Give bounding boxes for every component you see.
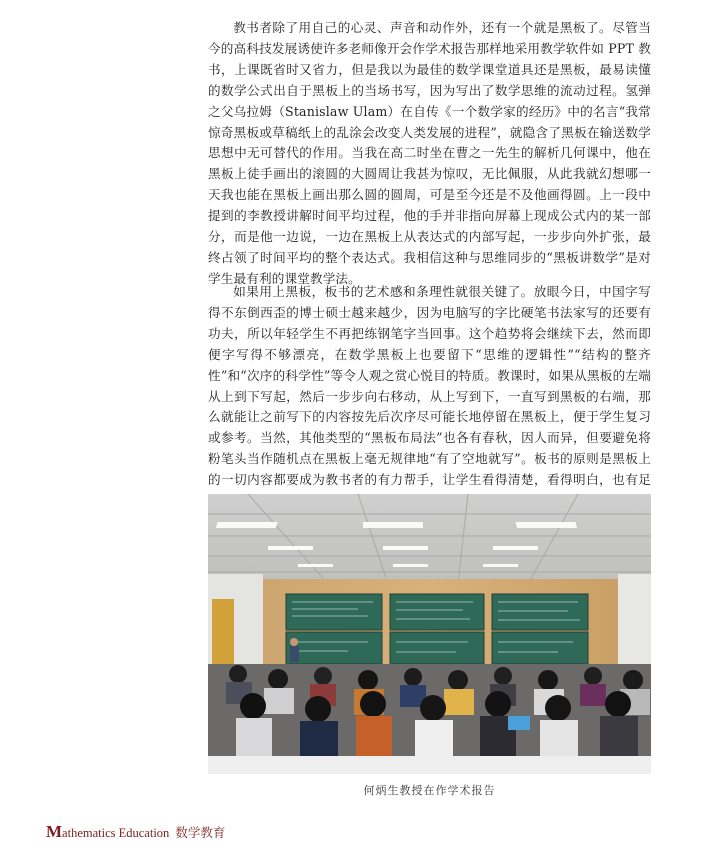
lecture-photo bbox=[208, 494, 651, 774]
footer-chinese: 数学教育 bbox=[175, 826, 226, 840]
photo-caption: 何炳生教授在作学术报告 bbox=[363, 784, 496, 797]
footer-english: athematics Education bbox=[62, 826, 170, 840]
journal-footer bbox=[46, 822, 225, 842]
footer-m: M bbox=[46, 822, 63, 841]
paragraph-1: 教书者除了用自己的心灵、声音和动作外，还有一个就是黑板了。尽管当今的高科技发展诱使许多老师像开会作学术报告那样地采用教学软件如 PPT 教书，上课既省时又省力，但是我以为最佳的数学课堂道具还是黑板，最易读懂的数学公式出自于黑板上的当场书写，因为写出了数学思维的流动过程。氢弹之父乌拉姆（Stanislaw Ulam）在自传《一个数学家的经历》中的名言“我常惊奇黑板或草稿纸上的乱涂会改变人类发展的进程”，就隐含了黑板在输送数学思想中无可替代的作用。当我在高二时坐在曹之一先生的解析几何课中，他在黑板上徒手画出的滚圆的大圆周让我甚为惊叹，无比佩服，从此我就幻想哪一天我也能在黑板上画出那么圆的圆周，可是至今还是不及他画得圆。上一段中提到的李教授讲解时间平均过程，他的手并非指向屏幕上现成公式内的某一部分，而是他一边说，一边在黑板上从表达式的内部写起，一步步向外扩张，最终占领了时间平均的整个表达式。我相信这种与思维同步的“黑板讲数学”是对学生最有利的课堂教学法。 bbox=[208, 20, 651, 286]
paragraph-2: 如果用上黑板，板书的艺术感和条理性就很关键了。放眼今日，中国字写得不东倒西歪的博士硕士越来越少，因为电脑写的字比硬笔书法家写的还要有功夫，所以年轻学生不再把练钢笔字当回事。这个趋势将会继续下去，然而即便字写得不够漂亮，在数学黑板上也要留下“思维的逻辑性”“结构的整齐性”和“次序的科学性”等令人观之赏心悦目的特质。教课时，如果从黑板的左端从上到下写起，然后一步步向右移动，从上写到下，一直写到黑板的右端，那么就能让之前写下的内容按先后次序尽可能长地停留在黑板上，便于学生复习或参考。当然，其他类型的“黑板布局法”也各有春秋，因人而异，但要避免将粉笔头当作随机点在黑板上毫无规律地“有了空地就写”。板书的原则是黑板上的一切内容都要成为教书者的有力帮手，让学生看得清楚，看得明白，也有足 bbox=[208, 284, 651, 488]
